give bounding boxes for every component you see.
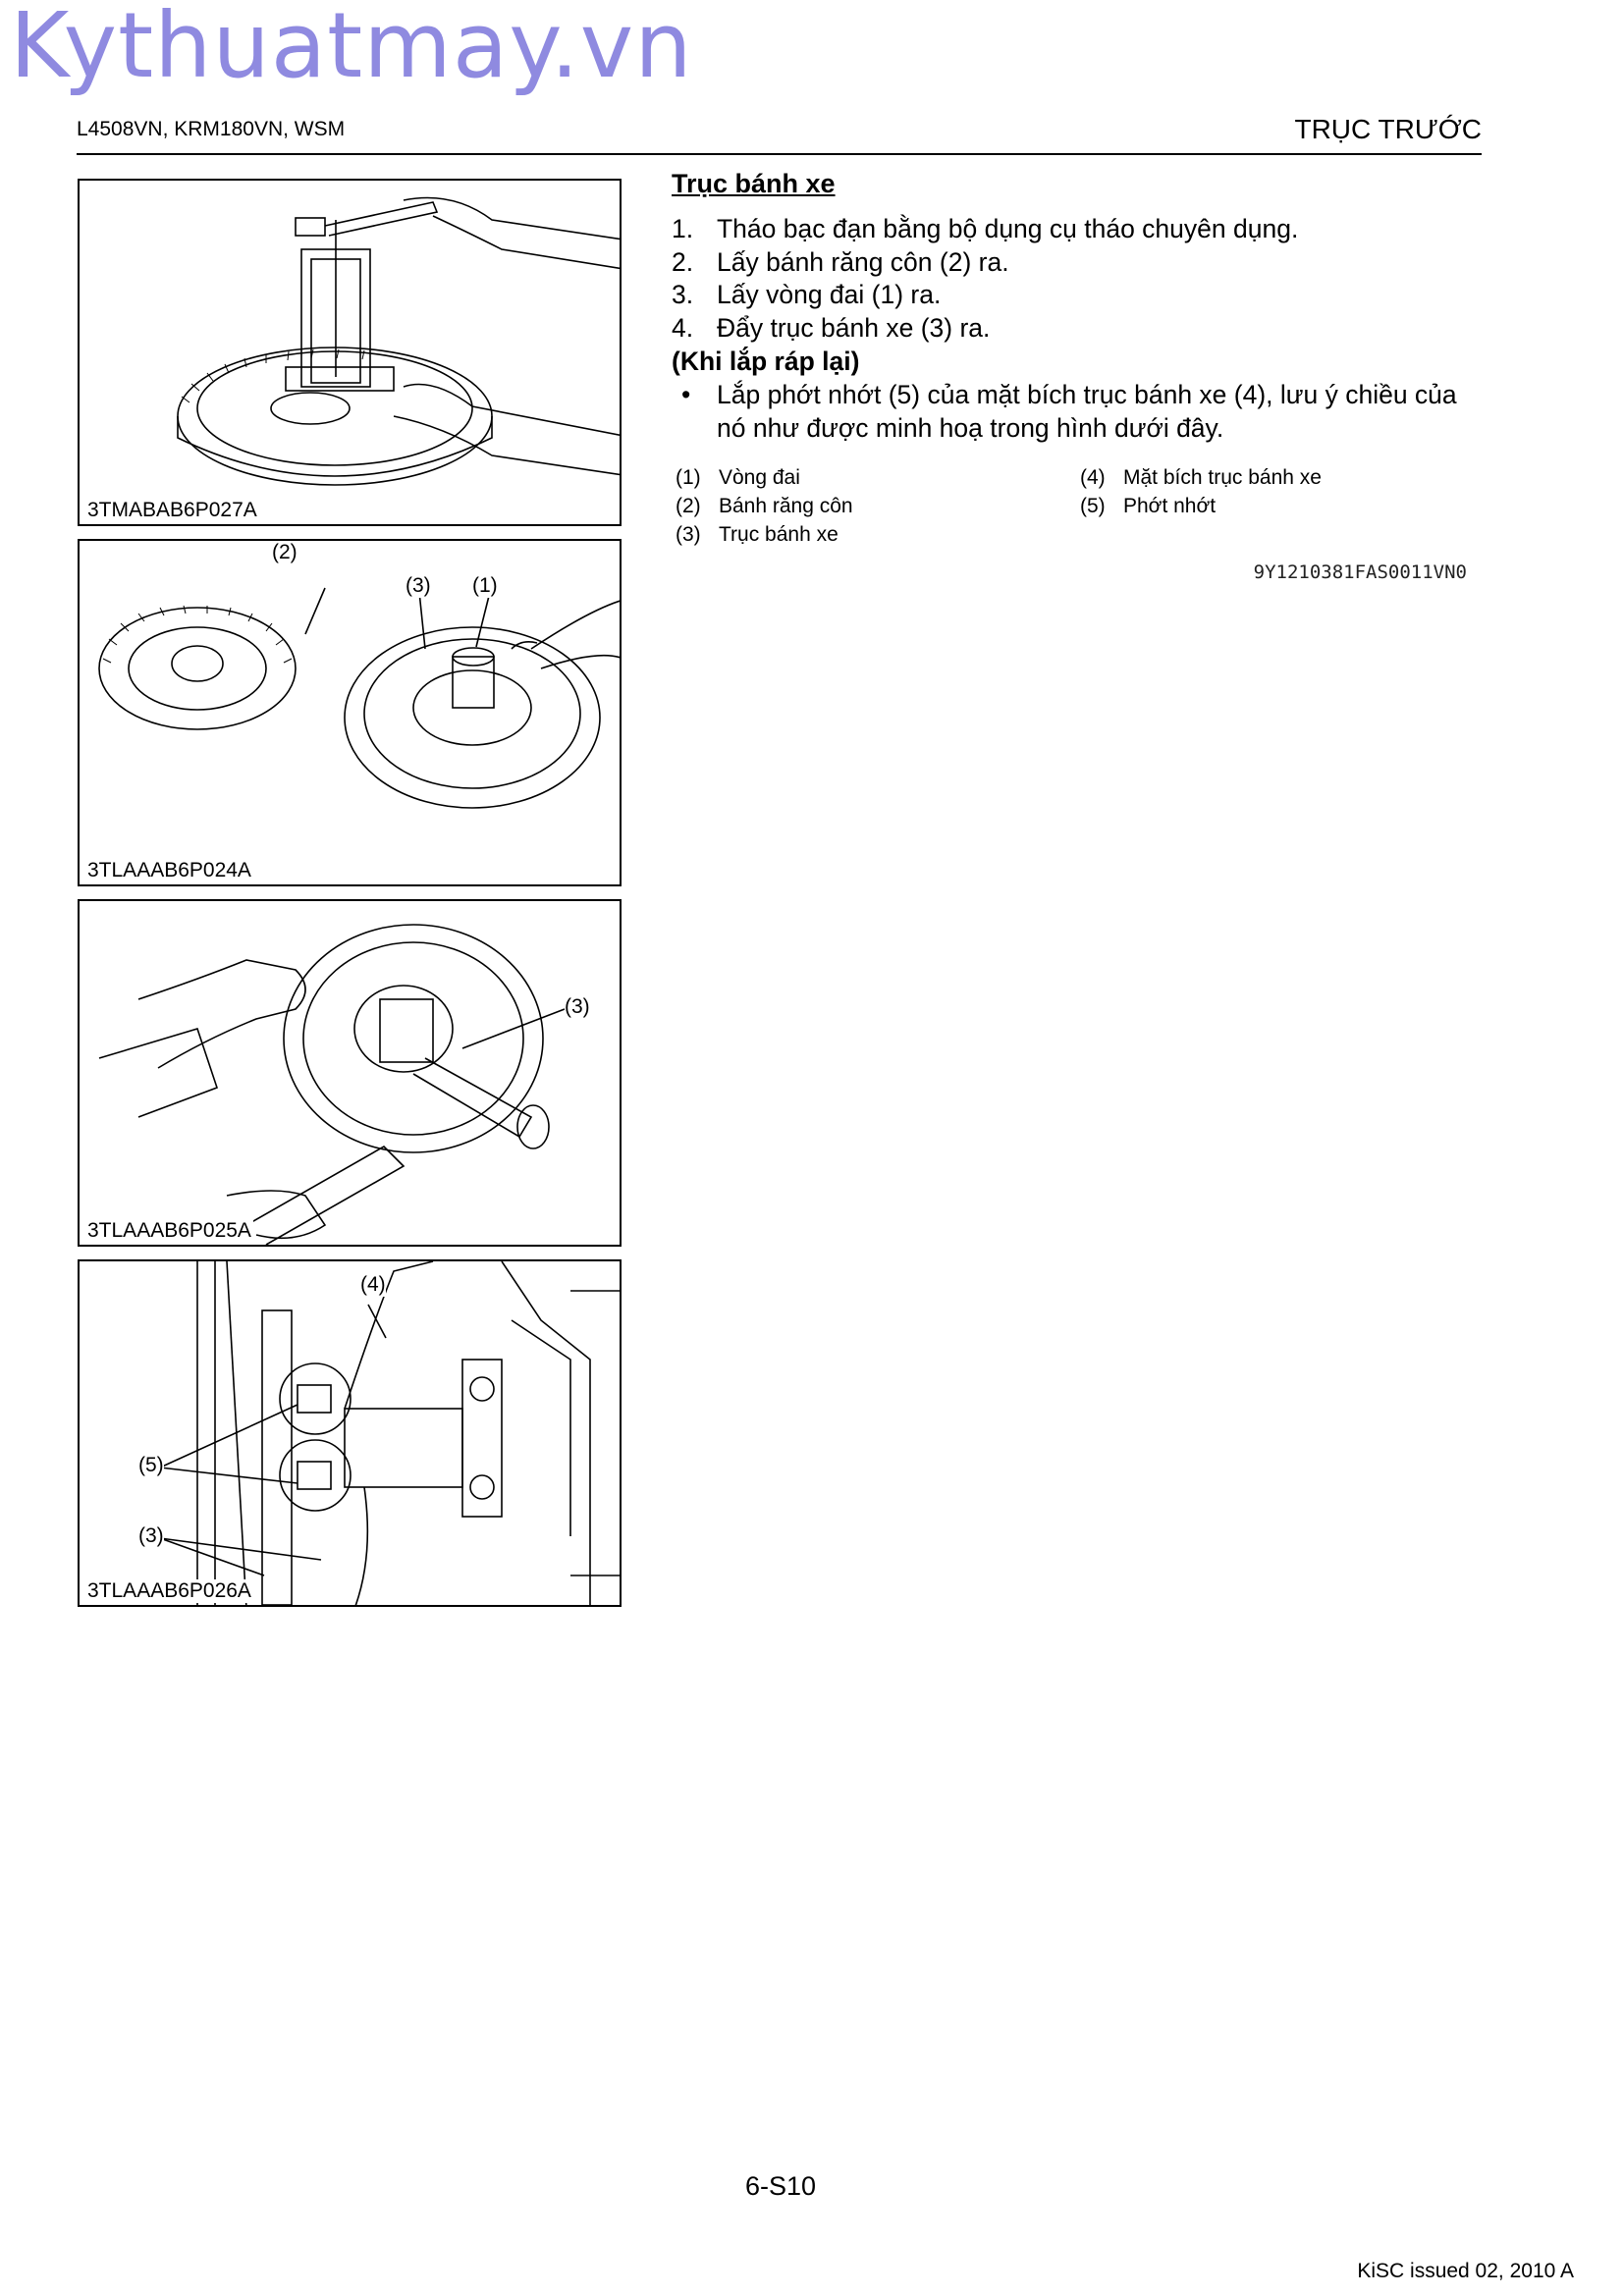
document-reference-code: 9Y1210381FAS0011VN0 [1253, 561, 1467, 583]
figure-bearing-puller [78, 179, 622, 526]
header-divider [77, 153, 1482, 155]
parts-legend [672, 464, 1487, 548]
legend-item: (2) Bánh răng côn [676, 495, 853, 517]
section-title: Trục bánh xe [672, 169, 836, 198]
step-item: 1. Tháo bạc đạn bằng bộ dụng cụ tháo chuyên dụng. [672, 214, 1299, 243]
callout-wheel-axle: (3) [565, 995, 590, 1018]
figure-oil-seal-section [78, 1259, 622, 1607]
procedure-section [672, 169, 1487, 583]
page-number: 6-S10 [744, 2171, 817, 2201]
header-model: L4508VN, KRM180VN, WSM [77, 118, 346, 140]
figure-id: 3TMABAB6P027A [87, 499, 257, 521]
legend-item: (1) Vòng đai [676, 466, 800, 489]
callout-axle-flange: (4) [360, 1273, 386, 1296]
reassembly-note [672, 378, 1487, 445]
callout-bevel-gear: (2) [272, 541, 298, 563]
step-list [672, 213, 1487, 345]
legend-item: (5) Phớt nhớt [1080, 495, 1217, 517]
callout-collar: (1) [472, 574, 498, 597]
bullet-dot: • [681, 380, 691, 409]
callout-wheel-axle: (3) [138, 1524, 164, 1547]
cross-section-illustration [80, 1261, 622, 1607]
step-item: 2. Lấy bánh răng côn (2) ra. [672, 246, 1009, 277]
puller-illustration [80, 181, 622, 526]
callout-oil-seal: (5) [138, 1454, 164, 1476]
figure-bevel-gear-removal [78, 539, 622, 886]
legend-item: (4) Mặt bích trục bánh xe [1080, 466, 1322, 489]
step-item: 4. Đẩy trục bánh xe (3) ra. [672, 312, 991, 343]
gear-illustration [80, 541, 622, 886]
watermark-logo: Kythuatmay.vn [10, 0, 693, 98]
reassembly-note-text: Lắp phớt nhớt (5) của mặt bích trục bánh xe (4), lưu ý chiều của nó như được minh hoạ trong hình dưới đây. [717, 380, 1457, 443]
reassembly-heading: (Khi lắp ráp lại) [672, 347, 860, 376]
figure-id: 3TLAAAB6P025A [87, 1219, 251, 1242]
header-section: TRỤC TRƯỚC [1294, 114, 1482, 144]
callout-wheel-axle: (3) [406, 574, 431, 597]
figure-axle-push-out [78, 899, 622, 1247]
issue-note: KiSC issued 02, 2010 A [1357, 2260, 1574, 2282]
step-item: 3. Lấy vòng đai (1) ra. [672, 280, 942, 309]
figure-id: 3TLAAAB6P026A [87, 1579, 251, 1602]
legend-item: (3) Trục bánh xe [676, 523, 839, 546]
axle-push-illustration [80, 901, 622, 1247]
figure-id: 3TLAAAB6P024A [87, 859, 251, 881]
